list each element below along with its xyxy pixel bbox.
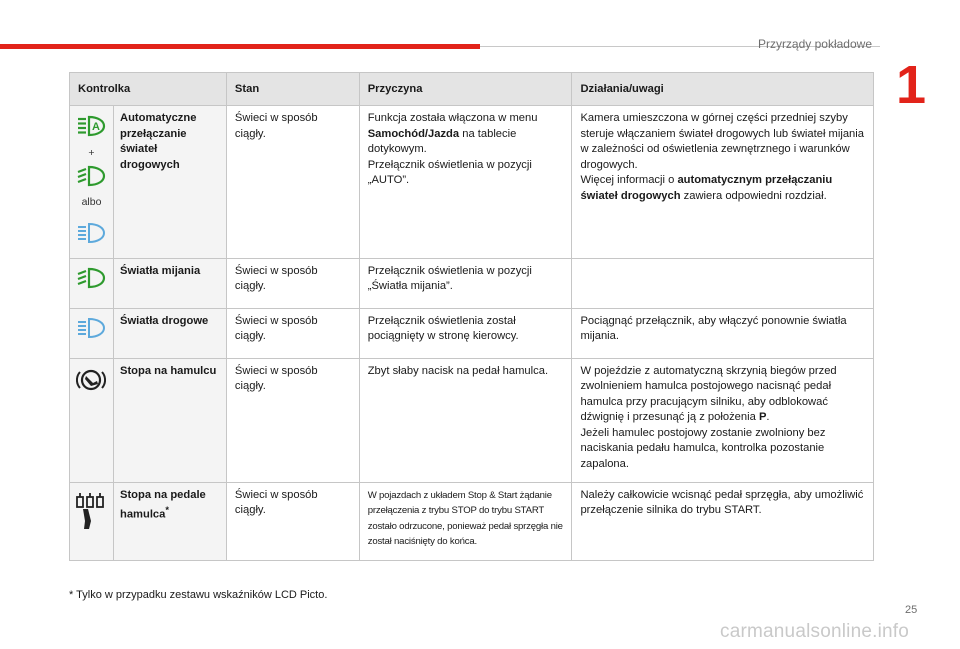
- column-header-przyczyna: Przyczyna: [359, 73, 572, 106]
- chapter-number: 1: [896, 55, 927, 115]
- cause-text: Funkcja została włączona w menu: [367, 112, 538, 124]
- high-beam-icon: [76, 222, 106, 250]
- indicator-icon-cell: [70, 258, 114, 308]
- indicator-action: [572, 106, 874, 259]
- indicator-state: Świeci w sposób ciągły.: [226, 106, 359, 259]
- cause-text-cont: na tablecie dotykowym.: [367, 127, 517, 155]
- action-bold-topic: automatycznym przełączaniu świateł drogowych: [580, 174, 833, 202]
- indicator-action: [572, 258, 874, 308]
- indicator-cause: [359, 106, 572, 259]
- svg-text:A: A: [92, 121, 101, 133]
- indicator-name: Stopa na hamulcu: [113, 358, 226, 482]
- indicator-name: [113, 482, 226, 560]
- indicator-icon-cell: [70, 308, 114, 358]
- indicator-cause: Przełącznik oświetlenia w pozycji „Światła mijania”.: [359, 258, 572, 308]
- indicator-name: Automatyczne przełączanie świateł drogowych: [113, 106, 226, 259]
- table-row: [70, 358, 874, 482]
- indicator-cause: Zbyt słaby nacisk na pedał hamulca.: [359, 358, 572, 482]
- section-title: Przyrządy pokładowe: [757, 37, 872, 51]
- action-text: W pojeździe z automatyczną skrzynią biegów przed zwolnieniem hamulca postojowego nacisnąć pedał hamulca przy pracującym silniku, aby odblokować dźwignię i przesunąć ją z położenia: [580, 364, 837, 423]
- watermark: carmanualsonline.info: [720, 621, 910, 642]
- indicator-state: Świeci w sposób ciągły.: [226, 358, 359, 482]
- action-text-note: Jeżeli hamulec postojowy zostanie zwolniony bez naciskania pedału hamulca, kontrolka pozostanie zapalona.: [580, 426, 826, 470]
- indicator-name: Światła drogowe: [113, 308, 226, 358]
- indicator-action: Należy całkowicie wcisnąć pedał sprzęgła, aby umożliwić przełączenie silnika do trybu START.: [572, 482, 874, 560]
- table-row: [70, 482, 874, 560]
- action-more-info: Więcej informacji o: [580, 174, 678, 186]
- indicator-cause: W pojazdach z układem Stop & Start żądanie przełączenia z trybu STOP do trybu START zostało odrzucone, ponieważ pedał sprzęgła nie został naciśnięty do końca.: [359, 482, 572, 560]
- footnote: * Tylko w przypadku zestawu wskaźników LCD Picto.: [69, 589, 328, 601]
- low-beam-icon: [76, 165, 106, 193]
- indicator-icon-cell: [70, 358, 114, 482]
- page-number: 25: [905, 604, 918, 616]
- indicator-state: Świeci w sposób ciągły.: [226, 308, 359, 358]
- action-text-end: .: [766, 411, 770, 423]
- icon-separator-albo: albo: [81, 195, 102, 208]
- action-gear-position: P: [758, 411, 767, 423]
- indicator-icon-cell: [70, 482, 114, 560]
- foot-on-pedal-icon: [75, 491, 107, 537]
- table-row: [70, 308, 874, 358]
- column-header-kontrolka: Kontrolka: [70, 73, 227, 106]
- cause-menu-path: Samochód/Jazda: [367, 127, 460, 140]
- action-text: Kamera umieszczona w górnej części przedniej szyby steruje włączaniem świateł drogowych lub świateł mijania w zależności od oświetlenia zewnętrznego i warunków drogowych.: [580, 112, 864, 171]
- high-beam-icon: [76, 317, 106, 345]
- footnote-marker: *: [165, 505, 170, 515]
- indicator-action: Pociągnąć przełącznik, aby włączyć ponownie światła mijania.: [572, 308, 874, 358]
- cause-switch-position: Przełącznik oświetlenia w pozycji „AUTO”.: [367, 158, 532, 186]
- indicator-name-text: Stopa na pedale hamulca: [119, 488, 206, 521]
- header-red-bar: [0, 44, 480, 49]
- table-header-row: [70, 73, 874, 106]
- foot-on-brake-icon: [76, 367, 106, 399]
- indicator-action: [572, 358, 874, 482]
- auto-high-beam-icon: [76, 114, 106, 144]
- indicator-state: Świeci w sposób ciągły.: [226, 482, 359, 560]
- indicator-icon-cell: [70, 106, 114, 259]
- indicator-name: Światła mijania: [113, 258, 226, 308]
- low-beam-icon: [76, 267, 106, 295]
- table-row: [70, 106, 874, 259]
- column-header-dzialania: Działania/uwagi: [572, 73, 874, 106]
- column-header-stan: Stan: [226, 73, 359, 106]
- indicator-table: [69, 72, 874, 561]
- indicator-state: Świeci w sposób ciągły.: [226, 258, 359, 308]
- action-more-info-cont: zawiera odpowiedni rozdział.: [680, 189, 827, 202]
- table-row: [70, 258, 874, 308]
- icon-separator-plus: +: [88, 146, 95, 159]
- indicator-cause: Przełącznik oświetlenia został pociągnięty w stronę kierowcy.: [359, 308, 572, 358]
